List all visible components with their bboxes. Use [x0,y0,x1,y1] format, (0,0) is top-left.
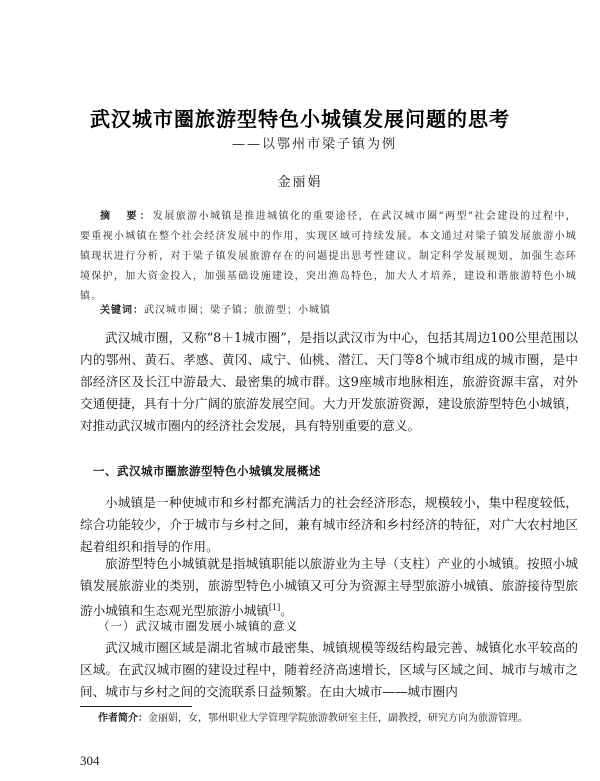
section1-paragraph-2-end: 。 [280,603,293,619]
author-name: 金丽娟 [277,175,323,190]
paper-subtitle: ——以鄂州市梁子镇为例 [232,137,398,152]
keywords [100,301,331,316]
section1-paragraph-2-text: 旅游型特色小城镇就是指城镇职能以旅游业为主导（支柱）产业的小城镇。按照小城镇发展旅游业的类别，旅游型特色小城镇又可分为资源主导型旅游小城镇、旅游接待型旅游小城镇和生态观光型旅游小城镇 [80,556,578,619]
section1-paragraph-1: 小城镇是一种使城市和乡村都充满活力的社会经济形态，规模较小，集中程度较低，综合功能较少，介于城市与乡村之间，兼有城市经济和乡村经济的特征，对广大农村地区起着组织和指导的作用。 [80,495,578,554]
paper-title: 武汉城市圈旅游型特色小城镇发展问题的思考 [90,107,510,131]
intro-paragraph: 武汉城市圈，又称“8＋1城市圈”，是指以武汉市为中心，包括其周边100公里范围以内的鄂州、黄石、孝感、黄冈、咸宁、仙桃、潜江、天门等8个城市组成的城市圈，是中部经济区及长江中游最大、最密集的城市群。这9座城市地脉相连，旅游资源丰富，对外交通便捷，具有十分广阔的旅游发展空间。大力开发旅游资源，建设旅游型特色小城镇，对推动武汉城市圈内的经济社会发展，具有特别重要的意义。 [80,330,578,433]
abstract [80,207,577,307]
footnote-rule [80,706,192,707]
abstract-text: 发展旅游小城镇是推进城镇化的重要途径，在武汉城市圈“两型”社会建设的过程中，要重视小城镇在整个社会经济发展中的作用，实现区域可持续发展。本文通过对梁子镇发展旅游小城镇现状进行分析，对于梁子镇发展旅游存在的问题提出思考性建议。制定科学发展规划，加强生态环境保护，加大资金投入，加强基础设施建设，突出渔岛特色，加大人才培养，建设和谐旅游特色小城镇。 [80,211,578,302]
section-heading-1: 一、武汉城市圈旅游型特色小城镇发展概述 [93,464,321,478]
abstract-label: 摘 要： [100,211,153,222]
citation-ref: [1] [268,603,281,612]
keywords-label: 关键词： [100,305,144,316]
page-number: 304 [80,753,100,768]
author-footnote [80,710,577,728]
section1-paragraph-2 [80,553,578,622]
footnote-text: 金丽娟，女，鄂州职业大学管理学院旅游教研室主任，副教授，研究方向为旅游管理。 [148,713,528,724]
keywords-text: 武汉城市圈；梁子镇；旅游型；小城镇 [144,305,331,316]
subsection-heading-1: （一）武汉城市圈发展小城镇的意义 [98,619,298,633]
subsection1-paragraph: 武汉城市圈区域是湖北省城市最密集、城镇规模等级结构最完善、城镇化水平较高的区域。在武汉城市圈的建设过程中，随着经济高速增长，区域与区域之间、城市与城市之间、城市与乡村之间的交流联系日益频繁。在由大城市——城市圈内 [80,640,578,699]
footnote-label: 作者简介： [98,713,148,724]
